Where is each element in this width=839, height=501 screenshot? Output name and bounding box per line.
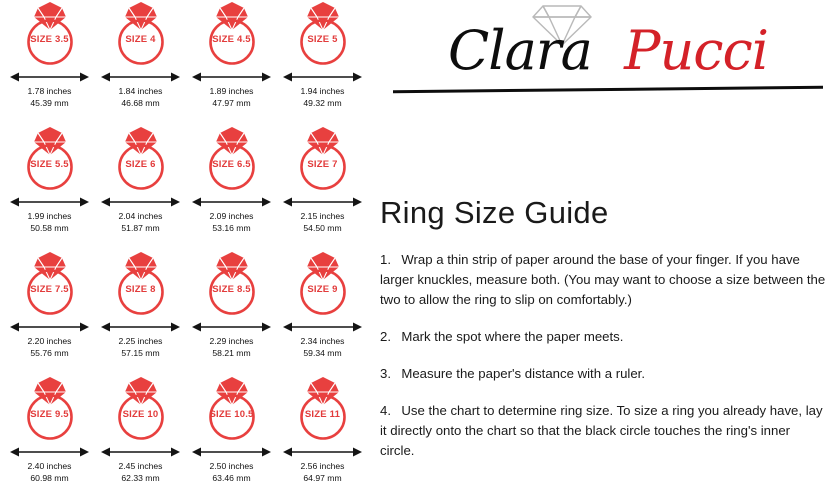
double-arrow-icon [283, 321, 362, 333]
ring-size-cell [4, 375, 95, 497]
ring-measurement-mm: 54.50 mm [303, 222, 342, 233]
double-arrow-icon [192, 196, 271, 208]
ring-measurement-mm: 49.32 mm [303, 97, 342, 108]
diameter-arrow [101, 320, 180, 332]
ring-size-label: SIZE 7 [307, 159, 338, 170]
diameter-arrow [192, 445, 271, 457]
ring-measurement-inches: 2.20 inches [27, 336, 72, 346]
step-text: Mark the spot where the paper meets. [401, 329, 624, 344]
ring-measurement-inches: 2.29 inches [209, 336, 254, 346]
ring-measurement-mm: 50.58 mm [30, 222, 69, 233]
ring-measurement-inches: 2.40 inches [27, 461, 72, 471]
ring-measurement [277, 211, 368, 234]
ring-measurement-mm: 62.33 mm [121, 472, 160, 483]
double-arrow-icon [101, 71, 180, 83]
ring-illustration [95, 0, 186, 74]
step-number: 4. [380, 403, 391, 418]
ring-measurement-inches: 1.94 inches [300, 86, 345, 96]
ring-measurement-inches: 2.45 inches [118, 461, 163, 471]
ring-size-cell [95, 0, 186, 122]
ring-size-cell [95, 125, 186, 247]
ring-measurement [277, 86, 368, 109]
diameter-arrow [101, 195, 180, 207]
ring-size-cell [4, 125, 95, 247]
ring-size-label: SIZE 9 [307, 284, 338, 295]
ring-measurement [4, 86, 95, 109]
ring-measurement-inches: 2.34 inches [300, 336, 345, 346]
page-title: Ring Size Guide [380, 195, 609, 230]
ring-size-label: SIZE 8.5 [212, 284, 251, 295]
ring-measurement-mm: 59.34 mm [303, 347, 342, 358]
step-text: Wrap a thin strip of paper around the base of your finger. If you have larger knuckles, measure both. (You may want to choose a size between the two to allow the ring to slip on comfortably.) [380, 252, 826, 307]
ring-measurement-mm: 51.87 mm [121, 222, 160, 233]
ring-size-cell [186, 0, 277, 122]
instruction-step [380, 401, 826, 461]
ring-size-cell [277, 0, 368, 122]
step-text: Use the chart to determine ring size. To size a ring you already have, lay it directly onto the chart so that the black circle touches the ring's inner circle. [380, 403, 823, 458]
ring-size-cell [186, 250, 277, 372]
ring-size-chart [0, 0, 366, 501]
double-arrow-icon [283, 196, 362, 208]
ring-illustration [4, 125, 95, 199]
ring-size-label: SIZE 4 [125, 34, 156, 45]
ring-illustration [186, 375, 277, 449]
ring-measurement [4, 461, 95, 484]
ring-measurement [186, 461, 277, 484]
ring-size-cell [277, 125, 368, 247]
diameter-arrow [101, 445, 180, 457]
ring-size-label: SIZE 7.5 [30, 284, 69, 295]
double-arrow-icon [101, 196, 180, 208]
ring-measurement [4, 211, 95, 234]
ring-size-cell [186, 375, 277, 497]
ring-size-label: SIZE 6 [125, 159, 156, 170]
step-number: 2. [380, 329, 391, 344]
ring-illustration [277, 125, 368, 199]
ring-measurement-inches: 2.50 inches [209, 461, 254, 471]
ring-measurement-inches: 1.78 inches [27, 86, 72, 96]
ring-measurement [277, 461, 368, 484]
ring-size-label: SIZE 3.5 [30, 34, 69, 45]
instruction-step [380, 327, 826, 347]
ring-measurement-mm: 45.39 mm [30, 97, 69, 108]
ring-illustration [186, 125, 277, 199]
double-arrow-icon [101, 446, 180, 458]
ring-measurement-inches: 1.89 inches [209, 86, 254, 96]
ring-size-label: SIZE 5.5 [30, 159, 69, 170]
ring-size-label: SIZE 8 [125, 284, 156, 295]
ring-measurement-mm: 58.21 mm [212, 347, 251, 358]
diameter-arrow [192, 70, 271, 82]
ring-measurement [95, 461, 186, 484]
ring-size-label: SIZE 5 [307, 34, 338, 45]
ring-measurement-mm: 47.97 mm [212, 97, 251, 108]
diameter-arrow [283, 195, 362, 207]
ring-size-cell [277, 250, 368, 372]
ring-measurement-inches: 1.99 inches [27, 211, 72, 221]
diameter-arrow [283, 445, 362, 457]
ring-measurement [95, 211, 186, 234]
ring-measurement-mm: 64.97 mm [303, 472, 342, 483]
ring-measurement [186, 336, 277, 359]
ring-measurement-inches: 2.25 inches [118, 336, 163, 346]
ring-size-cell [4, 0, 95, 122]
ring-illustration [277, 375, 368, 449]
ring-measurement-inches: 2.56 inches [300, 461, 345, 471]
double-arrow-icon [10, 321, 89, 333]
brand-underline [393, 86, 823, 94]
ring-measurement-inches: 2.04 inches [118, 211, 163, 221]
step-number: 3. [380, 366, 391, 381]
ring-size-label: SIZE 6.5 [212, 159, 251, 170]
diameter-arrow [10, 195, 89, 207]
diameter-arrow [10, 445, 89, 457]
ring-size-label: SIZE 4.5 [212, 34, 251, 45]
ring-illustration [4, 0, 95, 74]
brand-wordmark [383, 20, 833, 82]
ring-illustration [186, 250, 277, 324]
ring-size-label: SIZE 10.5 [209, 409, 254, 420]
double-arrow-icon [101, 321, 180, 333]
diameter-arrow [192, 320, 271, 332]
instruction-list [380, 250, 826, 478]
ring-size-label: SIZE 10 [122, 409, 159, 420]
ring-size-cell [277, 375, 368, 497]
ring-size-cell [95, 375, 186, 497]
ring-size-label: SIZE 11 [304, 409, 341, 420]
ring-measurement-mm: 60.98 mm [30, 472, 69, 483]
diameter-arrow [10, 70, 89, 82]
ring-illustration [95, 250, 186, 324]
ring-measurement-inches: 2.09 inches [209, 211, 254, 221]
step-number: 1. [380, 252, 391, 267]
instruction-step [380, 364, 826, 384]
ring-measurement [95, 86, 186, 109]
brand-name-first: Clara [447, 19, 592, 82]
double-arrow-icon [192, 446, 271, 458]
diameter-arrow [283, 70, 362, 82]
ring-illustration [4, 375, 95, 449]
double-arrow-icon [192, 71, 271, 83]
double-arrow-icon [10, 196, 89, 208]
ring-measurement-mm: 53.16 mm [212, 222, 251, 233]
ring-illustration [277, 250, 368, 324]
ring-measurement-mm: 63.46 mm [212, 472, 251, 483]
double-arrow-icon [283, 71, 362, 83]
ring-measurement-inches: 1.84 inches [118, 86, 163, 96]
ring-measurement [4, 336, 95, 359]
ring-measurement-mm: 46.68 mm [121, 97, 160, 108]
ring-illustration [95, 125, 186, 199]
double-arrow-icon [192, 321, 271, 333]
brand-name-second: Pucci [624, 19, 768, 82]
ring-illustration [277, 0, 368, 74]
ring-size-cell [186, 125, 277, 247]
ring-measurement [186, 86, 277, 109]
diameter-arrow [192, 195, 271, 207]
ring-measurement [277, 336, 368, 359]
diameter-arrow [283, 320, 362, 332]
step-text: Measure the paper's distance with a ruler. [401, 366, 646, 381]
ring-size-label: SIZE 9.5 [30, 409, 69, 420]
double-arrow-icon [283, 446, 362, 458]
ring-size-cell [95, 250, 186, 372]
ring-measurement-inches: 2.15 inches [300, 211, 345, 221]
diameter-arrow [101, 70, 180, 82]
ring-measurement [186, 211, 277, 234]
double-arrow-icon [10, 446, 89, 458]
instruction-step [380, 250, 826, 310]
ring-measurement [95, 336, 186, 359]
diameter-arrow [10, 320, 89, 332]
ring-illustration [95, 375, 186, 449]
brand-logo [375, 0, 839, 110]
ring-illustration [186, 0, 277, 74]
ring-measurement-mm: 57.15 mm [121, 347, 160, 358]
guide-panel [375, 0, 839, 501]
ring-measurement-mm: 55.76 mm [30, 347, 69, 358]
double-arrow-icon [10, 71, 89, 83]
ring-size-cell [4, 250, 95, 372]
ring-illustration [4, 250, 95, 324]
